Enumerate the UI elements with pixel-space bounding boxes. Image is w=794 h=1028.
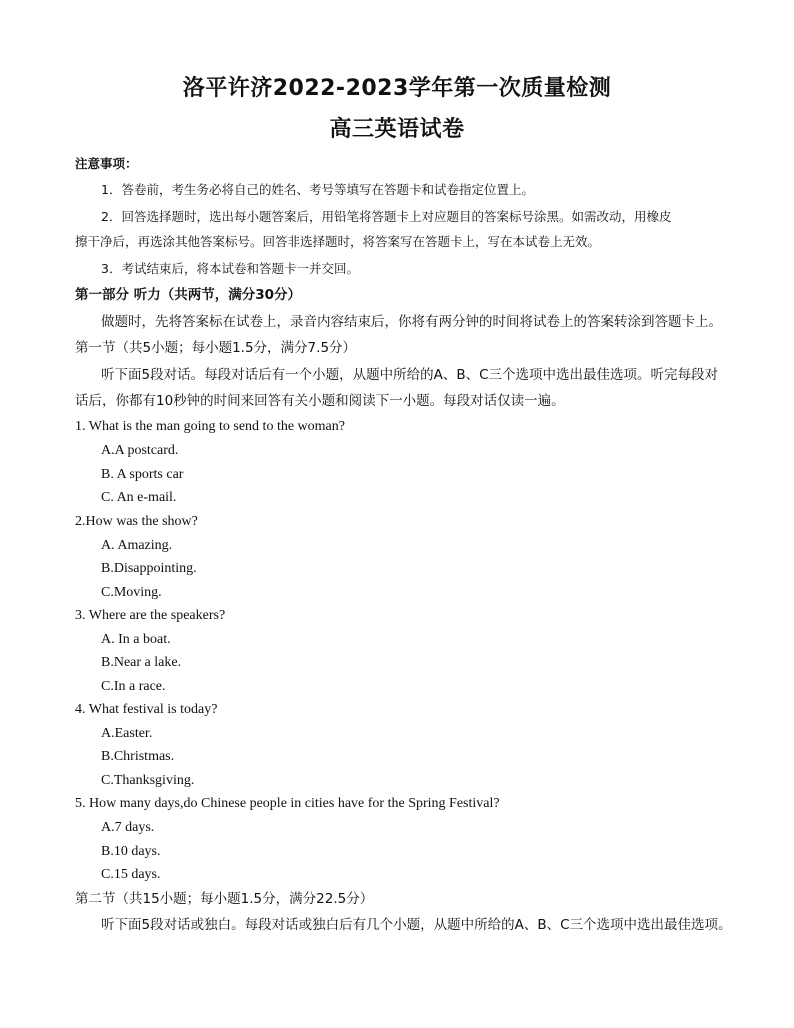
note-item-2-line-2: 擦干净后，再选涂其他答案标号。回答非选择题时，将答案写在答题卡上，写在本试卷上无效。 xyxy=(75,234,601,249)
section2-intro: 听下面5段对话或独白。每段对话或独白后有几个小题，从题中所给的A、B、C三个选项中选出最佳选项。 xyxy=(101,917,732,933)
question-3-option-c: C.In a race. xyxy=(101,679,166,694)
exam-subtitle: 高三英语试卷 xyxy=(329,117,465,142)
note-item-3: 3．考试结束后，将本试卷和答题卡一并交回。 xyxy=(101,261,359,276)
question-1-option-a: A.A postcard. xyxy=(101,443,179,458)
section1-intro-line-2: 话后，你都有10秒钟的时间来回答有关小题和阅读下一小题。每段对话仅读一遍。 xyxy=(75,393,565,409)
question-5-option-c: C.15 days. xyxy=(101,867,161,882)
part1-intro: 做题时，先将答案标在试卷上，录音内容结束后，你将有两分钟的时间将试卷上的答案转涂到答题卡上。 xyxy=(101,314,722,330)
note-item-1: 1．答卷前，考生务必将自己的姓名、考号等填写在答题卡和试卷指定位置上。 xyxy=(101,182,534,197)
question-4-option-c: C.Thanksgiving. xyxy=(101,773,195,788)
section1-heading: 第一节（共5小题；每小题1.5分，满分7.5分） xyxy=(75,340,357,356)
question-4: 4. What festival is today? xyxy=(75,702,218,717)
question-4-option-b: B.Christmas. xyxy=(101,749,175,764)
question-2-option-c: C.Moving. xyxy=(101,585,162,600)
section1-intro-line-1: 听下面5段对话。每段对话后有一个小题，从题中所给的A、B、C三个选项中选出最佳选项。听完每段对 xyxy=(101,367,719,383)
question-1: 1. What is the man going to send to the woman? xyxy=(75,419,345,434)
question-5: 5. How many days,do Chinese people in cities have for the Spring Festival? xyxy=(75,796,500,811)
question-5-option-b: B.10 days. xyxy=(101,844,161,859)
question-2-option-a: A. Amazing. xyxy=(101,538,173,553)
part1-heading: 第一部分 听力（共两节，满分30分） xyxy=(75,287,301,303)
note-item-2-line-1: 2．回答选择题时，选出每小题答案后，用铅笔将答题卡上对应题目的答案标号涂黑。如需改动，用橡皮 xyxy=(101,209,672,224)
notes-heading: 注意事项： xyxy=(75,156,138,171)
question-1-option-b: B. A sports car xyxy=(101,467,184,482)
exam-title: 洛平许济2022-2023学年第一次质量检测 xyxy=(182,76,612,101)
question-2-option-b: B.Disappointing. xyxy=(101,561,197,576)
question-1-option-c: C. An e-mail. xyxy=(101,490,177,505)
question-2: 2.How was the show? xyxy=(75,514,198,529)
question-5-option-a: A.7 days. xyxy=(101,820,155,835)
question-4-option-a: A.Easter. xyxy=(101,726,153,741)
question-3: 3. Where are the speakers? xyxy=(75,608,226,623)
question-3-option-a: A. In a boat. xyxy=(101,632,171,647)
question-3-option-b: B.Near a lake. xyxy=(101,655,182,670)
section2-heading: 第二节（共15小题；每小题1.5分，满分22.5分） xyxy=(75,891,374,907)
